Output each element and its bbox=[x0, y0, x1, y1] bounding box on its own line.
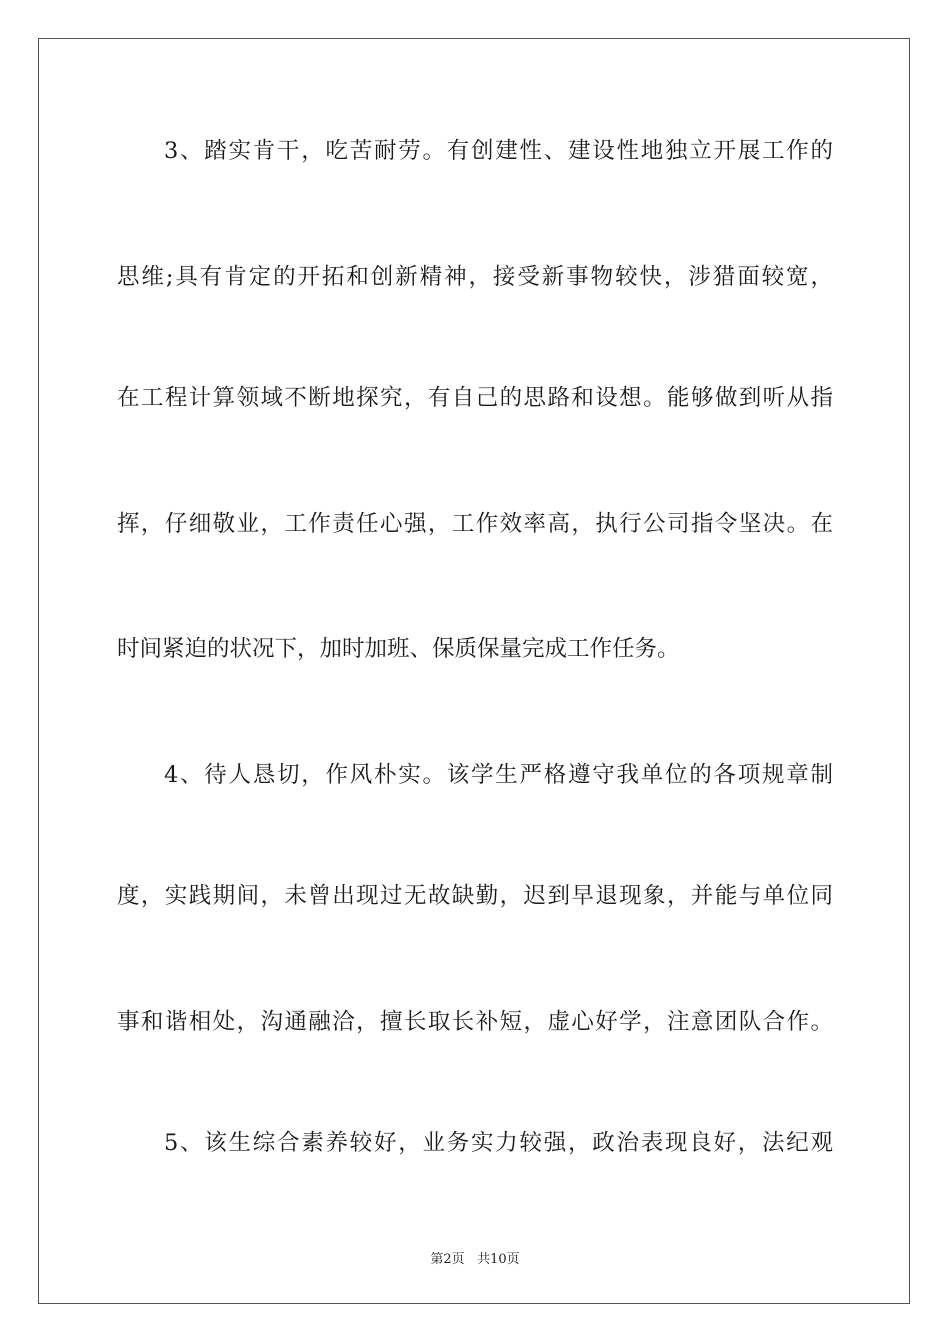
paragraph-4-line-2: 度，实践期间，未曾出现过无故缺勤，迟到早退现象，并能与单位同 bbox=[117, 883, 833, 909]
paragraph-5-line-1: 5、该生综合素养较好，业务实力较强，政治表现良好，法纪观 bbox=[164, 1130, 833, 1156]
page-total: 共10页 bbox=[477, 1252, 520, 1267]
paragraph-4-line-3: 事和谐相处，沟通融洽，擅长取长补短，虚心好学，注意团队合作。 bbox=[117, 1009, 833, 1035]
paragraph-3-line-5: 时间紧迫的状况下，加时加班、保质保量完成工作任务。 bbox=[117, 636, 680, 662]
paragraph-3-line-3: 在工程计算领域不断地探究，有自己的思路和设想。能够做到听从指 bbox=[117, 385, 833, 411]
paragraph-3-line-1: 3、踏实肯干，吃苦耐劳。有创建性、建设性地独立开展工作的 bbox=[164, 138, 833, 164]
footer-spacer bbox=[465, 1252, 477, 1267]
page-border bbox=[38, 38, 910, 1304]
page-footer bbox=[0, 1248, 950, 1267]
paragraph-3-line-2: 思维;具有肯定的开拓和创新精神，接受新事物较快，涉猎面较宽， bbox=[117, 264, 833, 290]
page-number: 第2页 bbox=[430, 1252, 465, 1267]
paragraph-4-line-1: 4、待人恳切，作风朴实。该学生严格遵守我单位的各项规章制 bbox=[164, 762, 833, 788]
paragraph-3-line-4: 挥，仔细敬业，工作责任心强，工作效率高，执行公司指令坚决。在 bbox=[117, 511, 833, 537]
